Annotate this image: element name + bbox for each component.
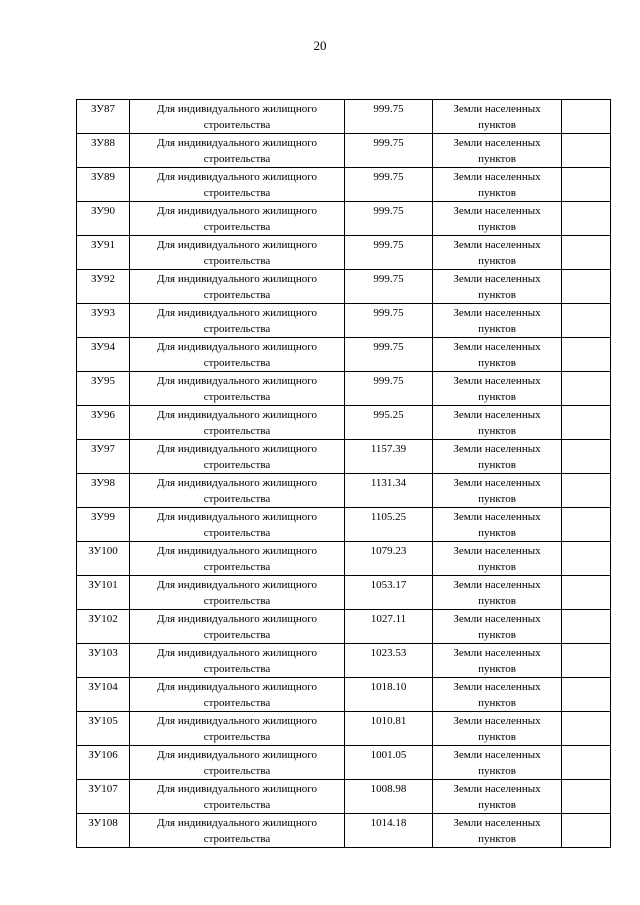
permitted-use-line-1: Для индивидуального жилищного xyxy=(157,443,317,455)
plot-id-cell: ЗУ105 xyxy=(77,712,130,746)
land-category-line-1: Земли населенных xyxy=(453,477,541,489)
land-category-line-1: Земли населенных xyxy=(453,817,541,829)
note-cell xyxy=(562,270,611,304)
note-cell xyxy=(562,304,611,338)
land-category-line-2: пунктов xyxy=(478,799,516,811)
permitted-use-cell xyxy=(130,610,345,644)
permitted-use-cell xyxy=(130,338,345,372)
land-category-line-2: пунктов xyxy=(478,561,516,573)
land-category-line-1: Земли населенных xyxy=(453,579,541,591)
area-cell: 995.25 xyxy=(345,406,433,440)
permitted-use-line-1: Для индивидуального жилищного xyxy=(157,341,317,353)
area-cell: 999.75 xyxy=(345,202,433,236)
land-category-cell xyxy=(433,134,562,168)
land-category-cell xyxy=(433,542,562,576)
plot-id-cell: ЗУ98 xyxy=(77,474,130,508)
permitted-use-line-2: строительства xyxy=(203,323,271,335)
land-category-cell xyxy=(433,338,562,372)
land-category-cell xyxy=(433,712,562,746)
permitted-use-line-1: Для индивидуального жилищного xyxy=(157,783,317,795)
plot-id-cell: ЗУ89 xyxy=(77,168,130,202)
permitted-use-cell xyxy=(130,304,345,338)
land-category-line-2: пунктов xyxy=(478,663,516,675)
table-row xyxy=(77,134,611,168)
land-category-line-2: пунктов xyxy=(478,153,516,165)
land-category-cell xyxy=(433,780,562,814)
note-cell xyxy=(562,678,611,712)
land-category-line-2: пунктов xyxy=(478,323,516,335)
table-row xyxy=(77,100,611,134)
land-category-line-1: Земли населенных xyxy=(453,341,541,353)
permitted-use-line-2: строительства xyxy=(203,425,271,437)
land-category-line-1: Земли населенных xyxy=(453,715,541,727)
note-cell xyxy=(562,746,611,780)
table-row xyxy=(77,270,611,304)
table-row xyxy=(77,508,611,542)
land-category-line-2: пунктов xyxy=(478,221,516,233)
table-row xyxy=(77,678,611,712)
permitted-use-cell xyxy=(130,644,345,678)
plot-id-cell: ЗУ87 xyxy=(77,100,130,134)
permitted-use-line-2: строительства xyxy=(203,765,271,777)
land-category-cell xyxy=(433,270,562,304)
note-cell xyxy=(562,542,611,576)
permitted-use-line-2: строительства xyxy=(203,595,271,607)
land-category-line-2: пунктов xyxy=(478,391,516,403)
permitted-use-cell xyxy=(130,406,345,440)
land-category-cell xyxy=(433,678,562,712)
permitted-use-line-1: Для индивидуального жилищного xyxy=(157,171,317,183)
table-row xyxy=(77,202,611,236)
land-category-line-2: пунктов xyxy=(478,357,516,369)
permitted-use-line-1: Для индивидуального жилищного xyxy=(157,137,317,149)
land-category-line-1: Земли населенных xyxy=(453,681,541,693)
permitted-use-line-2: строительства xyxy=(203,391,271,403)
permitted-use-cell xyxy=(130,814,345,848)
land-category-cell xyxy=(433,100,562,134)
note-cell xyxy=(562,338,611,372)
area-cell: 999.75 xyxy=(345,100,433,134)
land-category-cell xyxy=(433,644,562,678)
permitted-use-cell xyxy=(130,270,345,304)
plot-id-cell: ЗУ106 xyxy=(77,746,130,780)
land-category-line-2: пунктов xyxy=(478,289,516,301)
table-row xyxy=(77,236,611,270)
plot-id-cell: ЗУ104 xyxy=(77,678,130,712)
plot-id-cell: ЗУ99 xyxy=(77,508,130,542)
land-category-line-1: Земли населенных xyxy=(453,171,541,183)
table-row xyxy=(77,338,611,372)
land-category-line-1: Земли населенных xyxy=(453,137,541,149)
land-category-line-2: пунктов xyxy=(478,119,516,131)
note-cell xyxy=(562,712,611,746)
note-cell xyxy=(562,780,611,814)
permitted-use-line-2: строительства xyxy=(203,119,271,131)
land-category-line-1: Земли населенных xyxy=(453,443,541,455)
note-cell xyxy=(562,372,611,406)
table-row xyxy=(77,168,611,202)
permitted-use-line-2: строительства xyxy=(203,221,271,233)
permitted-use-line-2: строительства xyxy=(203,187,271,199)
permitted-use-cell xyxy=(130,508,345,542)
land-category-cell xyxy=(433,576,562,610)
land-category-cell xyxy=(433,814,562,848)
land-category-line-1: Земли населенных xyxy=(453,511,541,523)
permitted-use-line-1: Для индивидуального жилищного xyxy=(157,579,317,591)
area-cell: 1053.17 xyxy=(345,576,433,610)
table-row xyxy=(77,814,611,848)
plot-id-cell: ЗУ96 xyxy=(77,406,130,440)
plot-id-cell: ЗУ92 xyxy=(77,270,130,304)
note-cell xyxy=(562,100,611,134)
permitted-use-line-2: строительства xyxy=(203,731,271,743)
land-category-cell xyxy=(433,236,562,270)
land-category-cell xyxy=(433,440,562,474)
permitted-use-line-1: Для индивидуального жилищного xyxy=(157,307,317,319)
permitted-use-cell xyxy=(130,372,345,406)
plot-id-cell: ЗУ88 xyxy=(77,134,130,168)
permitted-use-line-2: строительства xyxy=(203,527,271,539)
permitted-use-line-2: строительства xyxy=(203,663,271,675)
area-cell: 999.75 xyxy=(345,372,433,406)
permitted-use-line-1: Для индивидуального жилищного xyxy=(157,511,317,523)
table-row xyxy=(77,644,611,678)
permitted-use-line-2: строительства xyxy=(203,799,271,811)
land-category-line-1: Земли населенных xyxy=(453,103,541,115)
area-cell: 999.75 xyxy=(345,304,433,338)
permitted-use-line-1: Для индивидуального жилищного xyxy=(157,239,317,251)
permitted-use-line-1: Для индивидуального жилищного xyxy=(157,715,317,727)
note-cell xyxy=(562,406,611,440)
table-row xyxy=(77,712,611,746)
table-row xyxy=(77,780,611,814)
permitted-use-line-2: строительства xyxy=(203,357,271,369)
land-category-line-1: Земли населенных xyxy=(453,239,541,251)
plot-id-cell: ЗУ97 xyxy=(77,440,130,474)
area-cell: 1001.05 xyxy=(345,746,433,780)
permitted-use-line-2: строительства xyxy=(203,493,271,505)
table-row xyxy=(77,542,611,576)
permitted-use-line-1: Для индивидуального жилищного xyxy=(157,817,317,829)
area-cell: 1023.53 xyxy=(345,644,433,678)
permitted-use-cell xyxy=(130,678,345,712)
permitted-use-line-2: строительства xyxy=(203,629,271,641)
land-category-line-2: пунктов xyxy=(478,595,516,607)
land-category-line-2: пунктов xyxy=(478,255,516,267)
land-category-line-2: пунктов xyxy=(478,459,516,471)
permitted-use-line-1: Для индивидуального жилищного xyxy=(157,409,317,421)
area-cell: 1008.98 xyxy=(345,780,433,814)
table-row xyxy=(77,746,611,780)
permitted-use-line-2: строительства xyxy=(203,697,271,709)
table-row xyxy=(77,440,611,474)
permitted-use-cell xyxy=(130,134,345,168)
permitted-use-line-1: Для индивидуального жилищного xyxy=(157,477,317,489)
land-category-line-2: пунктов xyxy=(478,629,516,641)
plot-id-cell: ЗУ93 xyxy=(77,304,130,338)
land-category-cell xyxy=(433,202,562,236)
land-category-line-2: пунктов xyxy=(478,833,516,845)
table-row xyxy=(77,576,611,610)
area-cell: 1027.11 xyxy=(345,610,433,644)
permitted-use-cell xyxy=(130,746,345,780)
plot-id-cell: ЗУ107 xyxy=(77,780,130,814)
permitted-use-cell xyxy=(130,712,345,746)
note-cell xyxy=(562,202,611,236)
land-category-line-2: пунктов xyxy=(478,731,516,743)
permitted-use-cell xyxy=(130,100,345,134)
plot-id-cell: ЗУ94 xyxy=(77,338,130,372)
land-category-line-1: Земли населенных xyxy=(453,613,541,625)
note-cell xyxy=(562,440,611,474)
area-cell: 999.75 xyxy=(345,338,433,372)
permitted-use-cell xyxy=(130,236,345,270)
permitted-use-line-2: строительства xyxy=(203,255,271,267)
permitted-use-cell xyxy=(130,474,345,508)
permitted-use-line-1: Для индивидуального жилищного xyxy=(157,273,317,285)
permitted-use-cell xyxy=(130,168,345,202)
land-category-line-2: пунктов xyxy=(478,493,516,505)
table-row xyxy=(77,474,611,508)
area-cell: 999.75 xyxy=(345,236,433,270)
land-category-line-2: пунктов xyxy=(478,187,516,199)
land-category-line-1: Земли населенных xyxy=(453,273,541,285)
table-body xyxy=(77,100,611,848)
land-category-cell xyxy=(433,746,562,780)
note-cell xyxy=(562,576,611,610)
land-category-cell xyxy=(433,304,562,338)
area-cell: 1105.25 xyxy=(345,508,433,542)
land-category-line-2: пунктов xyxy=(478,765,516,777)
land-category-line-1: Земли населенных xyxy=(453,205,541,217)
area-cell: 1157.39 xyxy=(345,440,433,474)
permitted-use-line-1: Для индивидуального жилищного xyxy=(157,613,317,625)
table-row xyxy=(77,610,611,644)
land-category-line-1: Земли населенных xyxy=(453,307,541,319)
note-cell xyxy=(562,814,611,848)
permitted-use-cell xyxy=(130,576,345,610)
note-cell xyxy=(562,644,611,678)
plot-id-cell: ЗУ108 xyxy=(77,814,130,848)
note-cell xyxy=(562,610,611,644)
area-cell: 999.75 xyxy=(345,270,433,304)
note-cell xyxy=(562,134,611,168)
permitted-use-line-1: Для индивидуального жилищного xyxy=(157,647,317,659)
note-cell xyxy=(562,508,611,542)
plot-id-cell: ЗУ101 xyxy=(77,576,130,610)
land-category-line-1: Земли населенных xyxy=(453,375,541,387)
permitted-use-line-1: Для индивидуального жилищного xyxy=(157,205,317,217)
page-number: 20 xyxy=(313,38,327,53)
table-row xyxy=(77,406,611,440)
permitted-use-line-2: строительства xyxy=(203,459,271,471)
plot-id-cell: ЗУ103 xyxy=(77,644,130,678)
table-row xyxy=(77,304,611,338)
area-cell: 999.75 xyxy=(345,134,433,168)
land-category-line-1: Земли населенных xyxy=(453,545,541,557)
permitted-use-cell xyxy=(130,440,345,474)
permitted-use-line-1: Для индивидуального жилищного xyxy=(157,681,317,693)
permitted-use-line-1: Для индивидуального жилищного xyxy=(157,749,317,761)
permitted-use-line-1: Для индивидуального жилищного xyxy=(157,375,317,387)
area-cell: 1018.10 xyxy=(345,678,433,712)
plot-id-cell: ЗУ90 xyxy=(77,202,130,236)
note-cell xyxy=(562,236,611,270)
plot-id-cell: ЗУ95 xyxy=(77,372,130,406)
land-category-line-2: пунктов xyxy=(478,425,516,437)
area-cell: 999.75 xyxy=(345,168,433,202)
note-cell xyxy=(562,168,611,202)
area-cell: 1010.81 xyxy=(345,712,433,746)
area-cell: 1014.18 xyxy=(345,814,433,848)
land-category-cell xyxy=(433,610,562,644)
land-category-line-2: пунктов xyxy=(478,527,516,539)
permitted-use-line-2: строительства xyxy=(203,289,271,301)
permitted-use-cell xyxy=(130,542,345,576)
land-category-line-1: Земли населенных xyxy=(453,647,541,659)
land-category-line-1: Земли населенных xyxy=(453,783,541,795)
land-category-line-2: пунктов xyxy=(478,697,516,709)
land-category-cell xyxy=(433,168,562,202)
land-category-cell xyxy=(433,372,562,406)
permitted-use-line-2: строительства xyxy=(203,561,271,573)
permitted-use-line-2: строительства xyxy=(203,833,271,845)
table-row xyxy=(77,372,611,406)
permitted-use-line-1: Для индивидуального жилищного xyxy=(157,103,317,115)
plot-id-cell: ЗУ102 xyxy=(77,610,130,644)
land-category-cell xyxy=(433,474,562,508)
land-plots-table xyxy=(76,99,611,848)
land-category-line-1: Земли населенных xyxy=(453,749,541,761)
permitted-use-line-2: строительства xyxy=(203,153,271,165)
permitted-use-cell xyxy=(130,780,345,814)
permitted-use-cell xyxy=(130,202,345,236)
land-category-cell xyxy=(433,406,562,440)
plot-id-cell: ЗУ100 xyxy=(77,542,130,576)
area-cell: 1079.23 xyxy=(345,542,433,576)
note-cell xyxy=(562,474,611,508)
area-cell: 1131.34 xyxy=(345,474,433,508)
land-category-cell xyxy=(433,508,562,542)
land-category-line-1: Земли населенных xyxy=(453,409,541,421)
plot-id-cell: ЗУ91 xyxy=(77,236,130,270)
permitted-use-line-1: Для индивидуального жилищного xyxy=(157,545,317,557)
